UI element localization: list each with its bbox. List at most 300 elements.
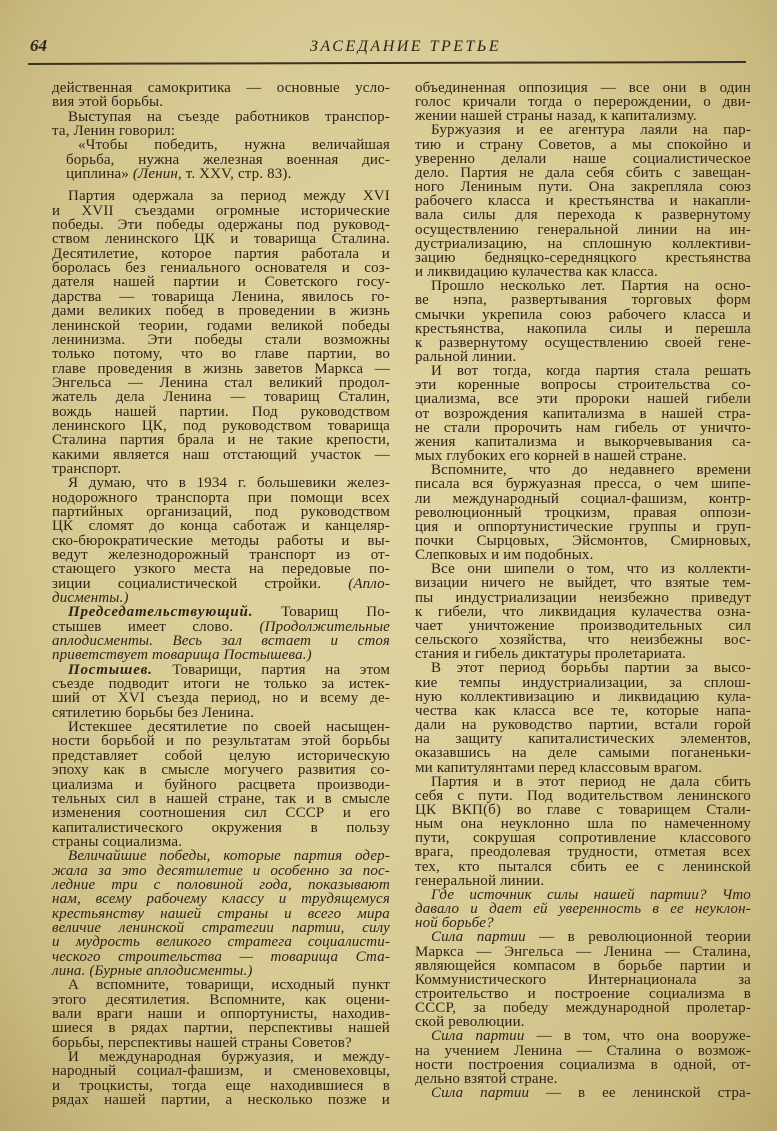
text-segment: сокрушая (472, 830, 536, 847)
text-line (415, 1029, 751, 1043)
text-segment: победить, (154, 137, 218, 154)
emphasis-text: ледние (52, 876, 96, 893)
text-line (52, 993, 390, 1007)
text-segment: гениального (160, 260, 241, 277)
text-segment: ности (415, 1056, 453, 1073)
text-segment: не (248, 432, 264, 449)
text-segment: о (653, 476, 662, 493)
emphasis-text: приветствует товарища Постышева.) (52, 647, 312, 664)
text-segment: все (572, 702, 594, 719)
text-line (52, 935, 390, 949)
text-segment: несколько (247, 1092, 313, 1109)
text-segment: гибель (614, 419, 659, 436)
text-line (52, 907, 390, 921)
emphasis-text: стоя (357, 633, 390, 650)
text-segment: ведут (52, 547, 88, 563)
text-segment: желез- (347, 475, 390, 492)
text-segment: Советов, (538, 136, 596, 153)
text-segment: сил (116, 790, 139, 807)
text-segment: тогда (172, 1077, 207, 1094)
text-segment: одержала (132, 188, 194, 205)
text-segment: победы (194, 331, 243, 348)
text-segment: на (695, 221, 711, 238)
text-segment: не (538, 575, 554, 592)
text-segment: пути. (478, 787, 513, 804)
text-segment: враги (96, 1006, 133, 1022)
text-segment: как (304, 991, 327, 1008)
emphasis-text: это (121, 862, 147, 879)
text-segment: помощи (290, 489, 344, 506)
text-segment: буржуазия, (221, 1049, 294, 1066)
text-segment: тем- (722, 575, 751, 592)
text-line (415, 322, 751, 336)
text-segment: неизбежно (599, 589, 669, 606)
text-segment: дами (52, 303, 85, 320)
text-segment: та, Ленин говорил: (52, 123, 176, 140)
emphasis-text: крестьянству (52, 905, 145, 922)
text-segment: действенная (52, 80, 133, 96)
text-segment: сломят (88, 518, 134, 535)
text-line (52, 95, 390, 109)
text-line (52, 706, 390, 720)
paragraph (415, 81, 751, 123)
text-segment: являющейся (415, 957, 496, 974)
text-line (415, 930, 751, 944)
paragraph (52, 849, 390, 978)
paragraph (415, 1029, 751, 1086)
text-line (52, 634, 390, 648)
text-segment: что (626, 561, 649, 578)
text-segment: И (68, 1049, 79, 1066)
text-segment: пророчить (494, 419, 563, 436)
text-line (415, 95, 751, 109)
text-segment: на (146, 108, 162, 125)
text-segment: по (631, 816, 647, 833)
text-segment: ленинского (52, 417, 126, 434)
text-segment: окружения (211, 819, 283, 836)
text-segment: военная (286, 151, 339, 168)
text-line (52, 892, 390, 906)
text-segment: участок (310, 446, 362, 463)
text-segment: капиталистического (52, 819, 184, 836)
text-segment: В (431, 660, 442, 677)
text-line (415, 1072, 751, 1086)
text-line (52, 1064, 390, 1078)
text-segment: во (221, 346, 237, 363)
text-line (415, 449, 751, 463)
text-line (415, 364, 751, 378)
text-segment: защиту (455, 731, 503, 748)
text-line (415, 534, 751, 548)
text-segment: всех (722, 844, 751, 861)
text-segment: они (467, 561, 492, 578)
text-segment: пользу (346, 819, 390, 836)
emphasis-text: года, (259, 876, 292, 893)
text-segment: в (382, 1077, 390, 1094)
text-segment: о (675, 1042, 684, 1059)
text-segment: напа- (716, 702, 751, 719)
text-segment: ли (415, 490, 431, 507)
text-segment: Партия (68, 188, 116, 205)
text-segment: ством (52, 231, 90, 248)
paragraph (415, 888, 751, 930)
text-segment: партия (234, 245, 279, 262)
emphasis-text: зал (221, 633, 243, 650)
text-segment: нашей (647, 391, 689, 408)
text-segment: — (119, 288, 135, 305)
text-segment: поганеньки- (671, 745, 751, 762)
text-segment: главе (52, 360, 86, 377)
text-segment: циплина» (66, 166, 133, 183)
emphasis-text: великого (156, 934, 212, 951)
text-segment: съездами (134, 202, 195, 219)
text-segment: что (146, 475, 169, 492)
text-line (52, 562, 390, 576)
text-line (415, 1058, 751, 1072)
text-segment: под (296, 217, 320, 234)
text-segment: как (103, 762, 125, 779)
page-number: 64 (30, 36, 47, 55)
text-segment: уничтожение (468, 617, 555, 634)
text-segment: когда (546, 363, 581, 380)
text-line (52, 691, 390, 705)
text-segment: коренные (457, 377, 520, 394)
text-segment: взятые (665, 575, 710, 592)
text-segment: конца (180, 518, 218, 535)
emphasis-text: (Продолжительные (259, 618, 390, 635)
text-line (415, 194, 751, 208)
text-segment: эти (536, 391, 558, 408)
text-segment: го- (371, 288, 390, 305)
text-segment: оппортунистические (477, 518, 614, 535)
text-line (415, 661, 751, 675)
text-segment: международный (452, 490, 560, 507)
text-segment: ция (415, 518, 439, 535)
emphasis-text: Сила (431, 929, 464, 946)
text-line (415, 109, 751, 123)
text-segment: перехода (557, 207, 616, 224)
text-segment: нашей (104, 1092, 146, 1109)
text-segment: победу (503, 1000, 549, 1017)
text-segment: наши (147, 1006, 183, 1022)
text-line (415, 492, 751, 506)
text-segment: социалистическое (632, 150, 751, 167)
emphasis-text: всего (307, 905, 342, 922)
text-segment: шиеся (52, 1020, 93, 1037)
text-segment: шла (587, 816, 614, 833)
text-segment: ликвидация (539, 603, 616, 620)
text-line (52, 663, 390, 677)
text-segment: не (518, 164, 534, 181)
text-segment: только (52, 346, 95, 363)
text-segment: госу- (356, 274, 390, 291)
text-segment: что (622, 1028, 645, 1045)
emphasis-text: силы (546, 886, 579, 903)
text-segment: Ленина (159, 374, 208, 391)
text-segment: и (166, 733, 175, 750)
text-segment: дустриализацию, (415, 235, 528, 252)
text-segment: и (341, 260, 350, 277)
text-segment: что (630, 575, 652, 592)
text-segment: стра- (717, 405, 751, 422)
emphasis-text: партии? (649, 886, 707, 903)
text-segment: до (149, 518, 165, 535)
text-line (52, 347, 390, 361)
text-line (415, 152, 751, 166)
text-line (415, 378, 751, 392)
text-segment: компасом (513, 957, 576, 974)
text-line (52, 1093, 390, 1107)
text-segment: Десятилетие, (52, 245, 139, 262)
text-segment: партии. (179, 403, 229, 420)
text-segment: ской революции. (415, 1014, 525, 1031)
text-segment: не (415, 419, 430, 436)
text-segment: Сталина (606, 1042, 662, 1059)
text-segment: — (664, 943, 680, 960)
text-line (52, 1007, 390, 1021)
text-line (415, 690, 751, 704)
text-segment: и (314, 1049, 323, 1066)
text-segment: теории, (138, 317, 189, 334)
text-segment: при (247, 489, 272, 506)
text-segment: Ленина (603, 943, 653, 960)
text-line (52, 376, 390, 390)
text-segment: коллективи- (672, 235, 751, 252)
emphasis-text: пос- (362, 862, 390, 879)
text-line (52, 577, 390, 591)
text-line (415, 860, 751, 874)
text-line (52, 1050, 390, 1064)
text-segment: вия этой борьбы. (52, 94, 164, 111)
text-segment: стышев (52, 618, 102, 635)
text-segment: Буржуазия (431, 122, 501, 139)
text-segment: стройки. (264, 575, 322, 592)
text-line (52, 591, 390, 605)
text-line (52, 405, 390, 419)
text-segment: между (303, 188, 346, 205)
text-segment: ную (415, 688, 443, 705)
text-segment: Эти (117, 217, 143, 234)
emphasis-text: строительства (118, 948, 222, 965)
text-segment: думаю, (88, 475, 136, 492)
text-segment: ее (625, 858, 639, 875)
text-line (415, 477, 751, 491)
text-segment: шипели (503, 561, 555, 578)
text-segment: возмож- (697, 1042, 751, 1059)
text-line (52, 304, 390, 318)
text-segment: великих (98, 303, 152, 320)
text-segment: в (650, 1056, 658, 1073)
text-segment: индустриализации, (522, 674, 648, 691)
text-line (415, 647, 751, 661)
text-segment: все (628, 80, 650, 96)
text-line (415, 279, 751, 293)
text-segment: горой (713, 717, 751, 734)
text-line (415, 520, 751, 534)
text-segment: и (669, 193, 678, 210)
text-segment: намеченному (664, 816, 751, 833)
emphasis-text: неуклон- (694, 901, 751, 918)
text-segment: борьбы (341, 733, 390, 750)
text-segment: за (685, 660, 699, 677)
text-line (52, 763, 390, 777)
text-segment: жения (415, 433, 456, 450)
text-segment: руководством (222, 417, 312, 434)
text-segment: основные (276, 80, 340, 96)
text-segment: борьбы (560, 660, 609, 677)
text-segment: между- (342, 1049, 390, 1066)
emphasis-text: в (652, 901, 660, 918)
text-segment: са- (732, 433, 751, 450)
text-segment: Советского (264, 274, 338, 291)
text-segment: пар- (723, 122, 751, 139)
paragraph (415, 123, 751, 279)
text-segment: капиталистических (528, 731, 655, 748)
text-line (415, 605, 751, 619)
text-segment: высо- (713, 660, 751, 677)
text-segment: в (148, 790, 157, 807)
paragraph (52, 663, 390, 720)
emphasis-text: партии, (291, 919, 345, 936)
text-segment: сбить (714, 773, 751, 790)
text-segment: перерождении, (593, 94, 692, 111)
text-line (52, 950, 390, 964)
text-line (52, 978, 390, 992)
text-segment: саботаж (232, 518, 287, 535)
text-segment: стания и гибель диктатуры пролетариата. (415, 646, 686, 663)
text-segment: Она (588, 179, 615, 196)
text-segment: с (657, 858, 665, 875)
text-segment: партия (119, 432, 165, 449)
text-line (52, 835, 390, 849)
text-segment: ее (602, 1085, 616, 1102)
text-line (415, 1044, 751, 1058)
text-segment: по (242, 719, 259, 736)
text-segment: ВКП(б) (451, 801, 502, 818)
text-segment: союз (719, 179, 751, 196)
running-head: ЗАСЕДАНИЕ ТРЕТЬЕ (310, 38, 502, 55)
paragraph (52, 81, 390, 110)
text-segment: дала (545, 164, 575, 181)
text-line (52, 419, 390, 433)
text-segment: в (310, 819, 318, 836)
text-segment: на (415, 1042, 430, 1059)
text-segment: период, (210, 690, 261, 707)
emphasis-text: и (252, 862, 261, 879)
emphasis-text: Где (431, 886, 455, 903)
text-segment: Сталина, (692, 943, 751, 960)
text-segment: великой (270, 317, 324, 334)
text-segment: «Чтобы (78, 137, 128, 154)
text-line (415, 208, 751, 222)
text-segment: за (738, 971, 751, 988)
text-segment: груп- (716, 518, 751, 535)
text-segment: на (692, 122, 708, 139)
text-line (415, 1001, 751, 1015)
text-segment: укрепила (482, 306, 543, 323)
text-segment: Ленина (513, 1042, 563, 1059)
text-segment: до (572, 462, 588, 479)
text-segment: и (381, 1092, 390, 1109)
emphasis-text: величие (52, 919, 102, 936)
text-line (415, 803, 751, 817)
text-segment: главе (254, 346, 289, 363)
paragraph (415, 463, 751, 562)
text-segment: Вспомните, (209, 991, 286, 1008)
text-segment: и (52, 202, 61, 219)
text-segment: к (634, 207, 643, 224)
text-segment: классового (679, 830, 751, 847)
text-segment: на (511, 745, 527, 762)
text-segment: по (185, 733, 202, 750)
text-segment: за (473, 1000, 486, 1017)
text-segment: на (547, 235, 563, 252)
text-line (415, 789, 751, 803)
text-segment: уверенно (415, 150, 476, 167)
text-segment: транспорта (156, 489, 230, 506)
text-segment: позже (327, 1092, 367, 1109)
text-segment: боролась (52, 260, 111, 277)
text-segment: пути. (538, 179, 573, 196)
text-segment: под (254, 503, 279, 520)
text-segment: голос (415, 94, 451, 111)
text-segment: товарищи, (186, 977, 255, 994)
text-segment: десятилетие (147, 719, 228, 736)
emphasis-text: ленинской (118, 919, 185, 936)
text-segment: ральной линии. (415, 348, 517, 365)
text-line (52, 362, 390, 376)
text-segment: с (596, 801, 604, 818)
emphasis-text: три (111, 876, 138, 893)
text-segment: том, (583, 1028, 611, 1045)
text-segment: Стали- (706, 801, 751, 818)
text-segment: пункт (352, 977, 390, 994)
text-segment: ничего (481, 575, 526, 592)
text-line (52, 505, 390, 519)
text-segment: построения (468, 1056, 544, 1073)
paragraph (52, 720, 390, 849)
emphasis-text: — (239, 948, 253, 965)
text-line (52, 124, 390, 138)
text-segment: целую (228, 747, 271, 764)
text-segment: нашей (661, 405, 704, 422)
text-segment: коллективизацию (460, 688, 575, 705)
text-segment: Выступая (68, 108, 132, 125)
text-segment: кие (415, 674, 438, 691)
text-segment: на (248, 561, 264, 578)
text-line (52, 462, 390, 476)
text-segment: исходный (271, 977, 335, 994)
text-segment: организаций, (146, 503, 233, 520)
text-segment: сплошную (582, 235, 652, 252)
text-segment: за (669, 674, 683, 691)
text-line (52, 792, 390, 806)
text-line (415, 619, 751, 633)
text-segment: наш (182, 446, 210, 463)
text-segment: буржуазная (505, 476, 582, 493)
text-segment: главе (546, 801, 581, 818)
text-line (415, 350, 751, 364)
text-segment: тогда, (493, 363, 532, 380)
text-line (52, 534, 390, 548)
text-segment: Лениным (460, 179, 522, 196)
emphasis-text: товарища (270, 948, 339, 965)
text-segment: транспорт. (52, 460, 122, 477)
text-line (415, 591, 751, 605)
text-segment: дела (115, 389, 145, 406)
text-segment: И (431, 363, 442, 380)
text-line (66, 167, 390, 181)
